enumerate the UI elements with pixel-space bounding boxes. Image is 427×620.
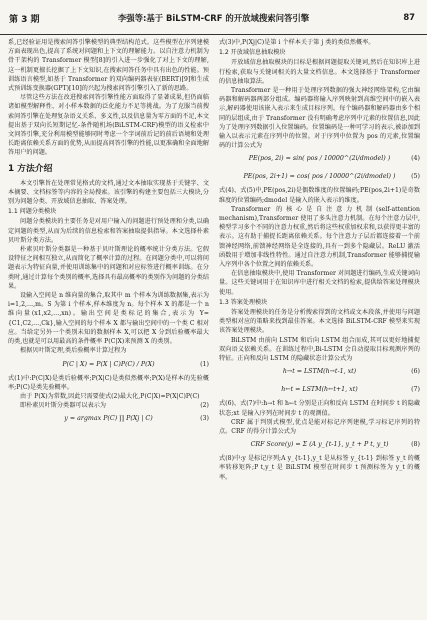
paragraph: 设输入空间是 n 维向量的集合,取其中 m 个样本为训练数据集,表示为 i=1,2,…,m。S 为第 i 个样本,样本维度为 n。每个样本 X 的都是一个 n 维向量(x1,x2,…,xn)。输出空间是类标记的集合,表示为 Y={C1,C2,…,Ck},输入空间的每个样本 X 都与输出空间中的一个类 C 相对应。当给定另外一个类别未知的数据样本 X,可以把 X 分到后验概率最大的类,也就是可以用最高的条件概率 P(C|X)来预测 X 的类别。 — [8, 292, 209, 346]
paragraph: 尽管这些方法在改进搜索问答引擎性能方面取得了显著成果,但仍面临诸如模型解释性、对小样本数据的泛化能力不足等挑战。为了克服当前搜索问答引擎在处理复杂语义关系、多义性,以及信息量为零方面的不足,本文提出基于双向长短期记忆-条件随机场(BiLSTM-CRF)模型的语义检索中文问答引擎,充分利用模型能够同时考虑一个字词前后记的前后语境和处理长距离依赖关系方面的优势,从而提高问答引擎的性能,以更准确和全面地解答用户的问题。 — [8, 94, 209, 157]
equation-number: (2) — [200, 402, 209, 410]
equation — [219, 381, 420, 399]
equation-body: P(C | X) = P(X | C)P(C) / P(X) — [62, 360, 155, 368]
equation — [219, 150, 420, 168]
equation — [8, 356, 209, 374]
equation-body: CRF Score(y) = Σ (A y_{t-1}, y_t + P t, y_t) — [250, 441, 389, 449]
paragraph: 开放域信息抽取模块的目标是根据问题提取关键词,然后在知识库上进行检索,获取与关键词相关的大量文档信息。本文选择基于 Transformer 的信息抽取算法。 — [219, 59, 420, 85]
equation-body: y = argmax P(C) ∏ P(Xj | C) — [64, 415, 153, 423]
equation-number: (7) — [411, 386, 420, 394]
paragraph: 根据贝叶斯定理,类后验概率计算过程为 — [20, 347, 127, 355]
paragraph: 本文引擎旨在处理常见格式的文档,通过文本抽取实现基于关键字、文本摘要、文档标签等内容的全局搜索。该引擎的构建主要包括三大模块,分别为问题分类、开放域信息抽取、答案处理。 — [8, 179, 209, 206]
equation-body: h←t = LSTM(h←t+1, xt) — [281, 386, 358, 394]
paragraph: 问题分类模块的主要任务是对用户输入的问题进行预处理和分类,以确定问题的类型,从而为后续的信息检索和答案抽取提供指导。本文选择朴素贝叶斯分类方法。 — [8, 218, 209, 244]
equation-body: PE(pos, 2i+1) = cos( pos / 10000^(2i/dmodel) ) — [243, 173, 396, 181]
equation-number: (6) — [411, 368, 420, 376]
paragraph: 朴素贝叶斯分类器是一种基于贝叶斯理论的概率统计分类方法。它假设特征之间相互独立,从而简化了概率计算的过程。在问题分类中,可以将问题表示为特征向量,并使用训练集中的问题和对应标签进行概率训练。在分类时,通过计算每个类别的概率,选择具有最高概率的类别作为问题的分类结果。 — [8, 246, 209, 290]
paragraph: 式(4)、式(5)中,PE(pos,2i)是偶数维度的位置编码;PE(pos,2i+1)是奇数维度的位置编码;dmodel 是输入的嵌入表示的维度。 — [219, 187, 420, 204]
paragraph: 式(8)中:y 是标记序列;A y_{t-1},y_t 是从标签 y_{t-1} 到标签 y_t 的概率转移矩阵;P t,y_t 是 BiLSTM 模型在时间步 t 预测标签为 y_t 的概率。 — [219, 455, 420, 481]
paragraph: 系,已经验证用是搜索问答引擎模型的典型结构范式。这些模型在序列建模方面表现出色,提高了系统对问题和上下文的理解能力。以自注意力机制为骨干架构的 Transformer 模型[8]的引入进一步强化了对上下文的理解,这一机制更擅长挖掘了上下文知识,在搜索问答任务中具有出色的性能。预训练语言模型,如基于 Transformer 的双向编码器表征(BERT)[9]和生成式预训练变换器(GPT)[10]的兴起为搜索问答引擎引入了新的思路。 — [8, 39, 209, 93]
paragraph-text: 由于 P(X)为常数,因此只需要使式(2)最大化,P(C|X)=P(X|C)P(C) — [20, 392, 200, 400]
paragraph: CRF 属于判别式模型,优点是能对标记序列建模,学习标记序列的特点。CRF 的得分计算公式为 — [219, 418, 420, 435]
right-column — [219, 38, 420, 482]
equation — [219, 436, 420, 454]
equation-number: (1) — [200, 360, 209, 368]
running-title: 李强等:基于 BiLSTM-CRF 的开放域搜索问答引擎 — [117, 13, 310, 23]
subsection-heading: 1.1 问题分类模块 — [8, 208, 57, 216]
paragraph: Transformer 是一种用于处理序列数据的强大神经网络架构,它由编码器和解码器两部分组成。编码器将输入序列映射到高维空间中的嵌入表示,解码器使用该嵌入表示来生成目标序列。每个编码器和解码器由多个相同的层组成,由于 Transformer 没有明确考虑序列中元素的位置信息,因此为了处理序列数据引入位置编码。位置编码是一种可学习的表示,被添加到输入以表示元素在序列中的位置。对于序列中位置为 pos 的元素,位置编码的计算公式为 — [219, 87, 420, 150]
equation-body: h→t = LSTM(h→t-1, xt) — [282, 368, 357, 376]
paragraph: 式(3)中,P(Xj|C)是第 i 个样本关于第 j 类的类似然概率。 — [219, 39, 375, 46]
paragraph: 式(6)、式(7)中:h→t 和 h←t 分别是正向和反向 LSTM 在时间步 t 的隐藏状态;xt 是输入序列在时间步 t 的观测值。 — [219, 400, 420, 417]
subsection-heading: 1.3 答案处理模块 — [219, 298, 268, 306]
equation-body: PE(pos, 2i) = sin( pos / 10000^(2i/dmodel) ) — [248, 155, 391, 163]
issue-label: 第 3 期 — [9, 15, 40, 25]
page-number: 87 — [403, 12, 415, 22]
paragraph: 答案处理模块的任务是分析搜索得到的文档或文本段落,并使用与问题类型相对应的策略来找到最佳答案。本文选择 BiLSTM-CRF 模型来实现该答案处理模块。 — [219, 309, 420, 335]
paragraph: 在信息抽取模块中,使用 Transformer 对问题进行编码,生成关键词向量。这些关键词用于在知识库中进行相关文档的检索,提供给答案处理模块使用。 — [219, 270, 420, 296]
equation-number: (5) — [411, 173, 420, 181]
equation — [219, 363, 420, 381]
paragraph: 式(1)中:P(C|X)是类后验概率;P(X|C)是类似然概率;P(X)是样本的先验概率;P(C)是类先验概率。 — [8, 374, 209, 391]
equation-number: (3) — [200, 415, 209, 423]
equation — [219, 168, 420, 186]
equation-number: (8) — [411, 441, 420, 449]
running-header — [0, 0, 427, 35]
paragraph: Transformer 的核心是自注意力机制(self-attention mechanism),Transformer 使用了多头注意力机制。在每个注意力层中,模型学习多个不同的注意力权重,然后将这些权重加权求和,以获得更丰富的表示。这有助于捕捉长距离依赖关系。每个注意力子层后都连接着一个前馈神经网络,前馈神经网络是全连接的,具有一到多个隐藏层。ReLU 激活函数用于增加非线性特性。通过自注意力机制,Transformer 能够捕捉输入序列中各个位置之间的依赖关系。 — [219, 205, 420, 269]
section-heading: 1 方法介绍 — [8, 163, 53, 174]
equation-number: (4) — [411, 155, 420, 163]
paragraph: BiLSTM 由前向 LSTM 和后向 LSTM 组合而成,其可以更好地捕捉双向语义依赖关系。在训练过程中,Bi-LSTM 会自动提取目标观测序列的特征。正向和反向 LSTM 的隐藏状态计算公式为 — [219, 336, 420, 363]
paragraph: 即朴素贝叶斯分类器可以表示为 — [20, 402, 107, 410]
left-column — [8, 38, 209, 428]
equation — [8, 410, 209, 428]
subsection-heading: 1.2 开放域信息抽取模块 — [219, 49, 286, 57]
